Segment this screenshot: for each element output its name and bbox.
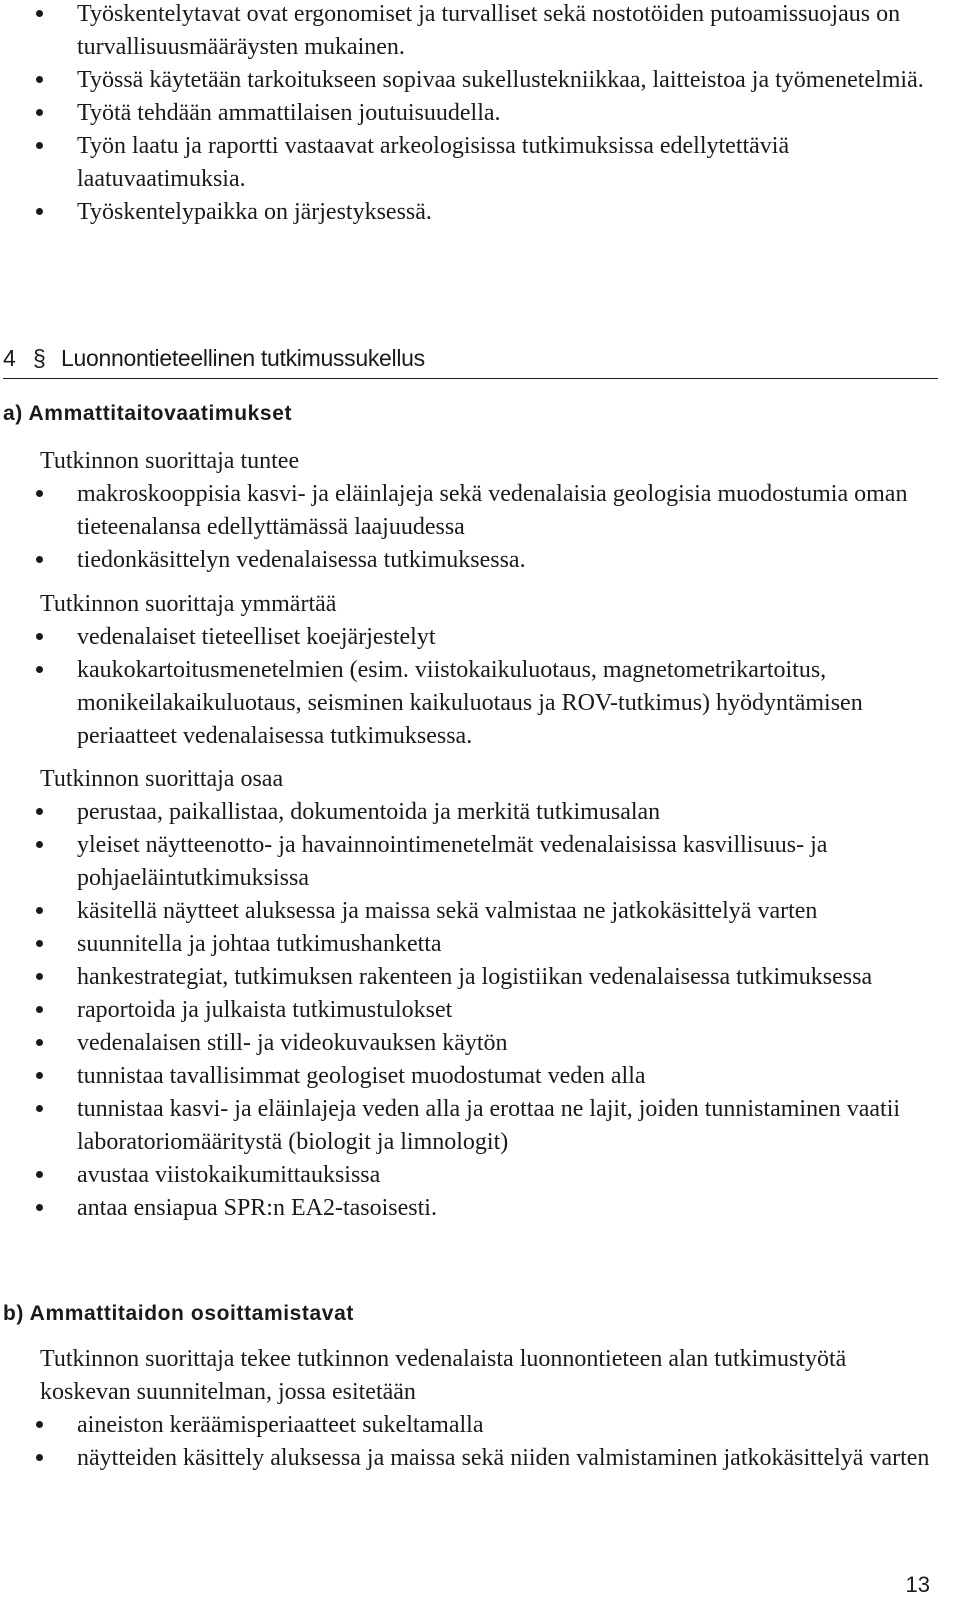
list-item: käsitellä näytteet aluksessa ja maissa sekä valmistaa ne jatkokäsittelyä varten xyxy=(77,895,960,928)
list-item: Työtä tehdään ammattilaisen joutuisuudella. xyxy=(77,97,957,130)
list-item: raportoida ja julkaista tutkimustulokset xyxy=(77,994,960,1027)
list-item: makroskooppisia kasvi- ja eläinlajeja sekä vedenalaisia geologisia muodostumia oman tieteenalansa edellyttämässä laajuudessa xyxy=(77,478,960,544)
subheading-a: a) Ammattitaitovaatimukset xyxy=(3,402,293,425)
group-intro: Tutkinnon suorittaja tuntee xyxy=(40,448,300,474)
list-item: Työssä käytetään tarkoitukseen sopivaa sukellustekniikkaa, laitteistoa ja työmenetelmiä. xyxy=(77,64,957,97)
section-title: Luonnontieteellinen tutkimussukellus xyxy=(61,345,425,371)
list-item: vedenalaiset tieteelliset koejärjestelyt xyxy=(77,621,960,654)
list-item: aineiston keräämisperiaatteet sukeltamalla xyxy=(77,1409,947,1442)
list-item: suunnitella ja johtaa tutkimushanketta xyxy=(77,928,960,961)
group-intro: Tutkinnon suorittaja ymmärtää xyxy=(40,591,337,617)
list-item: avustaa viistokaikumittauksissa xyxy=(77,1159,960,1192)
list-item: antaa ensiapua SPR:n EA2-tasoisesti. xyxy=(77,1192,960,1225)
list-item: tiedonkäsittelyn vedenalaisessa tutkimuksessa. xyxy=(77,544,960,577)
list-item: Työskentelypaikka on järjestyksessä. xyxy=(77,196,957,229)
part-b-intro: Tutkinnon suorittaja tekee tutkinnon vedenalaista luonnontieteen alan tutkimustyötä koskevan suunnitelman, jossa esitetään xyxy=(40,1346,847,1405)
list-item: vedenalaisen still- ja videokuvauksen käytön xyxy=(77,1027,960,1060)
list-item: tunnistaa tavallisimmat geologiset muodostumat veden alla xyxy=(77,1060,960,1093)
list-item: kaukokartoitusmenetelmien (esim. viistokaikuluotaus, magnetometrikartoitus, monikeilakaikuluotaus, seisminen kaikuluotaus ja ROV-tutkimus) hyödyntämisen periaatteet vedenalaisessa tutkimuksessa. xyxy=(77,654,960,753)
list-item: Työn laatu ja raportti vastaavat arkeologisissa tutkimuksissa edellytettäviä laatuvaatimuksia. xyxy=(77,130,957,196)
section-heading xyxy=(3,345,938,379)
list-item: tunnistaa kasvi- ja eläinlajeja veden alla ja erottaa ne lajit, joiden tunnistaminen vaatii laboratoriomääritystä (biologit ja limnologit) xyxy=(77,1093,960,1159)
subheading-b: b) Ammattitaidon osoittamistavat xyxy=(3,1302,354,1325)
group-intro: Tutkinnon suorittaja osaa xyxy=(40,766,284,792)
group-list xyxy=(0,796,960,1225)
intro-bullet-list xyxy=(0,0,957,229)
page-number: 13 xyxy=(905,1572,930,1597)
list-item: näytteiden käsittely aluksessa ja maissa sekä niiden valmistaminen jatkokäsittelyä varten xyxy=(77,1442,947,1475)
group-list xyxy=(0,478,960,577)
group-list xyxy=(0,621,960,753)
list-item: Työskentelytavat ovat ergonomiset ja turvalliset sekä nostotöiden putoamissuojaus on turvallisuusmääräysten mukainen. xyxy=(77,0,957,64)
list-item: hankestrategiat, tutkimuksen rakenteen ja logistiikan vedenalaisessa tutkimuksessa xyxy=(77,961,960,994)
list-item: perustaa, paikallistaa, dokumentoida ja merkitä tutkimusalan xyxy=(77,796,960,829)
list-item: yleiset näytteenotto- ja havainnointimenetelmät vedenalaisissa kasvillisuus- ja pohjaeläintutkimuksissa xyxy=(77,829,960,895)
section-symbol: § xyxy=(33,345,46,371)
part-b-list xyxy=(0,1409,947,1475)
section-number: 4 xyxy=(3,345,16,371)
